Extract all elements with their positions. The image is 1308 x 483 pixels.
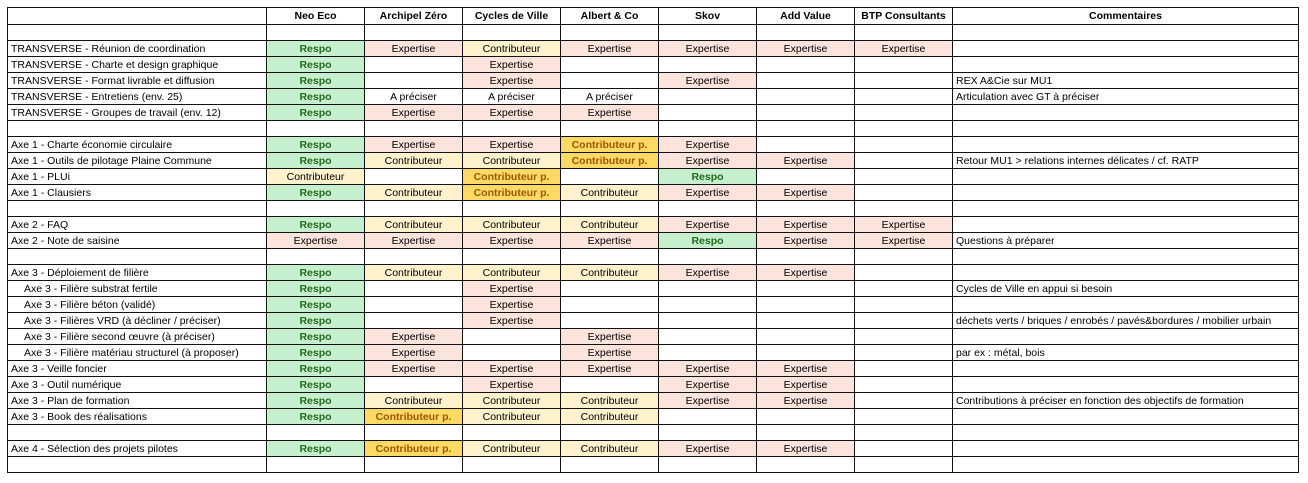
role-cell[interactable]: Expertise	[757, 185, 855, 201]
role-cell[interactable]: Contributeur	[561, 409, 659, 425]
comment-cell[interactable]: Questions à préparer	[953, 233, 1299, 249]
role-cell[interactable]	[463, 345, 561, 361]
task-label-cell[interactable]: Axe 3 - Veille foncier	[8, 361, 267, 377]
role-cell[interactable]: Respo	[267, 57, 365, 73]
role-cell[interactable]: A préciser	[561, 89, 659, 105]
header-commentaires[interactable]: Commentaires	[953, 8, 1299, 25]
role-cell[interactable]: Expertise	[659, 153, 757, 169]
role-cell[interactable]	[855, 73, 953, 89]
empty-cell[interactable]	[8, 249, 267, 265]
table-row	[8, 153, 1299, 169]
task-label-cell[interactable]: Axe 2 - Note de saisine	[8, 233, 267, 249]
role-cell[interactable]	[855, 281, 953, 297]
role-cell[interactable]: Contributeur	[561, 441, 659, 457]
role-cell[interactable]	[855, 153, 953, 169]
role-cell[interactable]: Contributeur	[463, 265, 561, 281]
role-cell[interactable]	[757, 169, 855, 185]
role-cell[interactable]: Contributeur p.	[463, 169, 561, 185]
role-cell[interactable]	[659, 329, 757, 345]
role-cell[interactable]: Expertise	[463, 313, 561, 329]
role-cell[interactable]	[365, 281, 463, 297]
role-cell[interactable]: Expertise	[659, 217, 757, 233]
role-cell[interactable]: Contributeur	[365, 217, 463, 233]
role-cell[interactable]: Expertise	[463, 105, 561, 121]
task-label-cell[interactable]: Axe 1 - PLUi	[8, 169, 267, 185]
role-cell[interactable]: Contributeur	[463, 441, 561, 457]
role-cell[interactable]: Contributeur	[463, 217, 561, 233]
role-cell[interactable]	[365, 169, 463, 185]
role-cell[interactable]	[659, 57, 757, 73]
task-label-cell[interactable]: Axe 3 - Filière second œuvre (à préciser)	[8, 329, 267, 345]
table-row	[8, 41, 1299, 57]
role-cell[interactable]	[659, 409, 757, 425]
empty-cell[interactable]	[463, 425, 561, 441]
role-cell[interactable]	[757, 137, 855, 153]
task-label-cell[interactable]: Axe 2 - FAQ	[8, 217, 267, 233]
spacer-row	[8, 201, 1299, 217]
role-cell[interactable]: Expertise	[757, 233, 855, 249]
role-cell[interactable]: Expertise	[659, 137, 757, 153]
table-row	[8, 105, 1299, 121]
role-cell[interactable]	[855, 361, 953, 377]
role-cell[interactable]: Contributeur	[365, 153, 463, 169]
role-cell[interactable]	[855, 169, 953, 185]
comment-cell[interactable]	[953, 361, 1299, 377]
table-row	[8, 217, 1299, 233]
role-cell[interactable]: A préciser	[463, 89, 561, 105]
role-cell[interactable]: Expertise	[463, 233, 561, 249]
table-row	[8, 281, 1299, 297]
empty-cell[interactable]	[561, 249, 659, 265]
table-row	[8, 297, 1299, 313]
role-cell[interactable]: Contributeur	[365, 185, 463, 201]
role-cell[interactable]: Contributeur	[561, 185, 659, 201]
table-row	[8, 169, 1299, 185]
empty-cell[interactable]	[757, 25, 855, 41]
spacer-row	[8, 25, 1299, 41]
role-cell[interactable]	[757, 297, 855, 313]
role-cell[interactable]	[659, 313, 757, 329]
role-cell[interactable]: Expertise	[855, 41, 953, 57]
role-cell[interactable]: Expertise	[659, 185, 757, 201]
role-cell[interactable]: Respo	[267, 265, 365, 281]
role-cell[interactable]: Respo	[267, 345, 365, 361]
header-archipel-zero[interactable]: Archipel Zéro	[365, 8, 463, 25]
role-cell[interactable]: Expertise	[855, 233, 953, 249]
role-cell[interactable]	[365, 57, 463, 73]
role-cell[interactable]: Expertise	[463, 281, 561, 297]
empty-cell[interactable]	[757, 425, 855, 441]
role-cell[interactable]	[561, 169, 659, 185]
role-cell[interactable]: Respo	[267, 441, 365, 457]
role-cell[interactable]: Expertise	[561, 329, 659, 345]
task-label-cell[interactable]: TRANSVERSE - Réunion de coordination	[8, 41, 267, 57]
role-cell[interactable]: Respo	[267, 217, 365, 233]
spacer-row	[8, 121, 1299, 137]
task-label-cell[interactable]: TRANSVERSE - Entretiens (env. 25)	[8, 89, 267, 105]
role-cell[interactable]	[855, 313, 953, 329]
role-cell[interactable]	[757, 57, 855, 73]
role-cell[interactable]	[561, 57, 659, 73]
comment-cell[interactable]	[953, 409, 1299, 425]
role-cell[interactable]	[659, 281, 757, 297]
role-cell[interactable]: Expertise	[267, 233, 365, 249]
role-cell[interactable]	[463, 329, 561, 345]
role-cell[interactable]: Expertise	[757, 265, 855, 281]
role-cell[interactable]: Expertise	[561, 41, 659, 57]
table-row	[8, 57, 1299, 73]
role-cell[interactable]	[757, 329, 855, 345]
role-cell[interactable]	[561, 297, 659, 313]
task-label-cell[interactable]: Axe 3 - Plan de formation	[8, 393, 267, 409]
task-label-cell[interactable]: Axe 1 - Outils de pilotage Plaine Commune	[8, 153, 267, 169]
task-label-cell[interactable]: Axe 1 - Charte économie circulaire	[8, 137, 267, 153]
role-cell[interactable]: Contributeur p.	[561, 153, 659, 169]
empty-cell[interactable]	[561, 121, 659, 137]
role-cell[interactable]	[659, 297, 757, 313]
role-cell[interactable]: Expertise	[757, 41, 855, 57]
role-cell[interactable]	[757, 313, 855, 329]
role-cell[interactable]: Contributeur p.	[365, 409, 463, 425]
header-cycles-de-ville[interactable]: Cycles de Ville	[463, 8, 561, 25]
role-cell[interactable]: Respo	[267, 137, 365, 153]
role-cell[interactable]	[561, 73, 659, 89]
empty-cell[interactable]	[953, 121, 1299, 137]
role-cell[interactable]	[561, 281, 659, 297]
task-label-cell[interactable]: TRANSVERSE - Format livrable et diffusion	[8, 73, 267, 89]
role-cell[interactable]	[855, 393, 953, 409]
role-cell[interactable]: Expertise	[757, 361, 855, 377]
role-cell[interactable]: Contributeur	[463, 153, 561, 169]
comment-cell[interactable]: déchets verts / briques / enrobés / pavés&bordures / mobilier urbain	[953, 313, 1299, 329]
role-cell[interactable]: Contributeur p.	[463, 185, 561, 201]
table-row	[8, 265, 1299, 281]
empty-cell[interactable]	[757, 121, 855, 137]
role-cell[interactable]: Respo	[267, 89, 365, 105]
task-label-cell[interactable]: Axe 4 - Sélection des projets pilotes	[8, 441, 267, 457]
table-row	[8, 89, 1299, 105]
comment-cell[interactable]	[953, 41, 1299, 57]
task-label-cell[interactable]: Axe 3 - Filière matériau structurel (à proposer)	[8, 345, 267, 361]
empty-cell[interactable]	[267, 457, 365, 473]
empty-cell[interactable]	[8, 25, 267, 41]
role-cell[interactable]: Contributeur	[463, 409, 561, 425]
header-btp-consultants[interactable]: BTP Consultants	[855, 8, 953, 25]
empty-cell[interactable]	[659, 121, 757, 137]
role-cell[interactable]: Expertise	[463, 73, 561, 89]
role-cell[interactable]: Respo	[267, 313, 365, 329]
comment-cell[interactable]	[953, 185, 1299, 201]
task-label-cell[interactable]: Axe 1 - Clausiers	[8, 185, 267, 201]
empty-cell[interactable]	[953, 25, 1299, 41]
table-row	[8, 313, 1299, 329]
header-albert-co[interactable]: Albert & Co	[561, 8, 659, 25]
empty-cell[interactable]	[365, 121, 463, 137]
role-cell[interactable]: Respo	[267, 41, 365, 57]
role-cell[interactable]: Expertise	[365, 233, 463, 249]
comment-cell[interactable]	[953, 265, 1299, 281]
empty-cell[interactable]	[855, 425, 953, 441]
responsibility-matrix	[7, 7, 1299, 473]
task-label-cell[interactable]: Axe 3 - Filière substrat fertile	[8, 281, 267, 297]
role-cell[interactable]	[855, 57, 953, 73]
comment-cell[interactable]	[953, 329, 1299, 345]
comment-cell[interactable]: REX A&Cie sur MU1	[953, 73, 1299, 89]
role-cell[interactable]: Expertise	[365, 329, 463, 345]
empty-cell[interactable]	[365, 457, 463, 473]
comment-cell[interactable]: Contributions à préciser en fonction des objectifs de formation	[953, 393, 1299, 409]
header-neo-eco[interactable]: Neo Eco	[267, 8, 365, 25]
role-cell[interactable]: Expertise	[463, 137, 561, 153]
comment-cell[interactable]	[953, 217, 1299, 233]
header-skov[interactable]: Skov	[659, 8, 757, 25]
role-cell[interactable]: Contributeur	[561, 393, 659, 409]
empty-cell[interactable]	[855, 457, 953, 473]
role-cell[interactable]	[365, 297, 463, 313]
role-cell[interactable]: Expertise	[561, 345, 659, 361]
empty-cell[interactable]	[267, 425, 365, 441]
empty-cell[interactable]	[757, 249, 855, 265]
empty-cell[interactable]	[267, 121, 365, 137]
role-cell[interactable]: Contributeur	[463, 393, 561, 409]
empty-cell[interactable]	[659, 425, 757, 441]
role-cell[interactable]: Expertise	[365, 361, 463, 377]
empty-cell[interactable]	[267, 25, 365, 41]
spacer-row	[8, 457, 1299, 473]
role-cell[interactable]: Contributeur	[267, 169, 365, 185]
empty-cell[interactable]	[561, 425, 659, 441]
empty-cell[interactable]	[463, 457, 561, 473]
role-cell[interactable]	[855, 105, 953, 121]
header-add-value[interactable]: Add Value	[757, 8, 855, 25]
empty-cell[interactable]	[855, 25, 953, 41]
spacer-row	[8, 249, 1299, 265]
role-cell[interactable]	[757, 345, 855, 361]
table-row	[8, 73, 1299, 89]
task-label-cell[interactable]: Axe 3 - Book des réalisations	[8, 409, 267, 425]
table-row	[8, 137, 1299, 153]
empty-cell[interactable]	[8, 457, 267, 473]
role-cell[interactable]: Respo	[267, 393, 365, 409]
role-cell[interactable]	[561, 377, 659, 393]
empty-cell[interactable]	[953, 457, 1299, 473]
role-cell[interactable]	[757, 281, 855, 297]
task-label-cell[interactable]: Axe 3 - Outil numérique	[8, 377, 267, 393]
role-cell[interactable]: Expertise	[855, 217, 953, 233]
role-cell[interactable]: Expertise	[757, 377, 855, 393]
role-cell[interactable]: Contributeur	[365, 393, 463, 409]
role-cell[interactable]: Respo	[267, 329, 365, 345]
role-cell[interactable]	[855, 89, 953, 105]
role-cell[interactable]: Respo	[267, 185, 365, 201]
role-cell[interactable]	[757, 89, 855, 105]
role-cell[interactable]	[855, 137, 953, 153]
role-cell[interactable]: Expertise	[365, 105, 463, 121]
empty-cell[interactable]	[463, 201, 561, 217]
empty-cell[interactable]	[8, 121, 267, 137]
empty-cell[interactable]	[757, 201, 855, 217]
role-cell[interactable]: Contributeur	[365, 265, 463, 281]
table-row	[8, 441, 1299, 457]
role-cell[interactable]	[757, 73, 855, 89]
role-cell[interactable]: Expertise	[463, 297, 561, 313]
role-cell[interactable]	[855, 297, 953, 313]
comment-cell[interactable]	[953, 297, 1299, 313]
role-cell[interactable]: Expertise	[659, 393, 757, 409]
role-cell[interactable]: Contributeur p.	[365, 441, 463, 457]
role-cell[interactable]: Contributeur	[463, 41, 561, 57]
empty-cell[interactable]	[365, 425, 463, 441]
role-cell[interactable]: Respo	[267, 361, 365, 377]
role-cell[interactable]: Respo	[267, 377, 365, 393]
header-row	[8, 8, 1299, 25]
task-label-cell[interactable]: TRANSVERSE - Charte et design graphique	[8, 57, 267, 73]
task-label-cell[interactable]: TRANSVERSE - Groupes de travail (env. 12)	[8, 105, 267, 121]
role-cell[interactable]	[659, 105, 757, 121]
role-cell[interactable]	[855, 377, 953, 393]
role-cell[interactable]: Expertise	[463, 57, 561, 73]
empty-cell[interactable]	[757, 457, 855, 473]
empty-cell[interactable]	[561, 25, 659, 41]
empty-cell[interactable]	[365, 249, 463, 265]
empty-cell[interactable]	[953, 425, 1299, 441]
role-cell[interactable]: Expertise	[659, 361, 757, 377]
role-cell[interactable]: Expertise	[365, 41, 463, 57]
table-row	[8, 409, 1299, 425]
empty-cell[interactable]	[463, 25, 561, 41]
role-cell[interactable]	[855, 409, 953, 425]
role-cell[interactable]	[855, 185, 953, 201]
role-cell[interactable]: A préciser	[365, 89, 463, 105]
role-cell[interactable]	[561, 313, 659, 329]
role-cell[interactable]: Expertise	[757, 153, 855, 169]
role-cell[interactable]: Expertise	[561, 233, 659, 249]
role-cell[interactable]	[855, 329, 953, 345]
header-cell[interactable]	[8, 8, 267, 25]
empty-cell[interactable]	[463, 249, 561, 265]
table-row	[8, 345, 1299, 361]
role-cell[interactable]	[855, 441, 953, 457]
table-row	[8, 233, 1299, 249]
empty-cell[interactable]	[953, 249, 1299, 265]
role-cell[interactable]: Respo	[267, 105, 365, 121]
empty-cell[interactable]	[365, 201, 463, 217]
role-cell[interactable]: Expertise	[463, 361, 561, 377]
comment-cell[interactable]	[953, 377, 1299, 393]
empty-cell[interactable]	[659, 457, 757, 473]
role-cell[interactable]: Expertise	[659, 41, 757, 57]
role-cell[interactable]: Expertise	[659, 377, 757, 393]
role-cell[interactable]: Respo	[267, 409, 365, 425]
empty-cell[interactable]	[953, 201, 1299, 217]
role-cell[interactable]	[365, 377, 463, 393]
table-row	[8, 393, 1299, 409]
empty-cell[interactable]	[267, 249, 365, 265]
role-cell[interactable]: Respo	[267, 281, 365, 297]
empty-cell[interactable]	[267, 201, 365, 217]
empty-cell[interactable]	[365, 25, 463, 41]
empty-cell[interactable]	[659, 25, 757, 41]
role-cell[interactable]: Expertise	[463, 377, 561, 393]
role-cell[interactable]: Expertise	[659, 73, 757, 89]
table-row	[8, 377, 1299, 393]
role-cell[interactable]	[365, 73, 463, 89]
role-cell[interactable]: Respo	[267, 297, 365, 313]
comment-cell[interactable]	[953, 137, 1299, 153]
empty-cell[interactable]	[659, 249, 757, 265]
role-cell[interactable]: Respo	[659, 169, 757, 185]
comment-cell[interactable]	[953, 169, 1299, 185]
role-cell[interactable]: Expertise	[365, 137, 463, 153]
task-label-cell[interactable]: Axe 3 - Filière béton (validé)	[8, 297, 267, 313]
comment-cell[interactable]: Cycles de Ville en appui si besoin	[953, 281, 1299, 297]
table-row	[8, 329, 1299, 345]
task-label-cell[interactable]: Axe 3 - Déploiement de filière	[8, 265, 267, 281]
table-row	[8, 185, 1299, 201]
comment-cell[interactable]	[953, 57, 1299, 73]
spacer-row	[8, 425, 1299, 441]
comment-cell[interactable]: Retour MU1 > relations internes délicates / cf. RATP	[953, 153, 1299, 169]
role-cell[interactable]	[855, 265, 953, 281]
empty-cell[interactable]	[659, 201, 757, 217]
task-label-cell[interactable]: Axe 3 - Filières VRD (à décliner / préciser)	[8, 313, 267, 329]
role-cell[interactable]	[659, 89, 757, 105]
role-cell[interactable]	[659, 345, 757, 361]
role-cell[interactable]: Contributeur p.	[561, 137, 659, 153]
role-cell[interactable]: Expertise	[659, 265, 757, 281]
role-cell[interactable]	[365, 313, 463, 329]
comment-cell[interactable]: Articulation avec GT à préciser	[953, 89, 1299, 105]
role-cell[interactable]	[757, 105, 855, 121]
role-cell[interactable]: Expertise	[757, 441, 855, 457]
empty-cell[interactable]	[855, 121, 953, 137]
table-body	[8, 25, 1299, 473]
role-cell[interactable]: Expertise	[757, 393, 855, 409]
comment-cell[interactable]: par ex : métal, bois	[953, 345, 1299, 361]
role-cell[interactable]: Contributeur	[561, 217, 659, 233]
role-cell[interactable]	[757, 409, 855, 425]
role-cell[interactable]: Expertise	[659, 441, 757, 457]
role-cell[interactable]: Expertise	[365, 345, 463, 361]
role-cell[interactable]: Contributeur	[561, 265, 659, 281]
role-cell[interactable]: Respo	[267, 153, 365, 169]
role-cell[interactable]: Respo	[659, 233, 757, 249]
role-cell[interactable]: Expertise	[561, 105, 659, 121]
role-cell[interactable]: Respo	[267, 73, 365, 89]
role-cell[interactable]: Expertise	[561, 361, 659, 377]
table-row	[8, 361, 1299, 377]
role-cell[interactable]	[855, 345, 953, 361]
empty-cell[interactable]	[8, 425, 267, 441]
empty-cell[interactable]	[561, 201, 659, 217]
comment-cell[interactable]	[953, 441, 1299, 457]
role-cell[interactable]: Expertise	[757, 217, 855, 233]
empty-cell[interactable]	[855, 201, 953, 217]
empty-cell[interactable]	[463, 121, 561, 137]
empty-cell[interactable]	[8, 201, 267, 217]
empty-cell[interactable]	[561, 457, 659, 473]
comment-cell[interactable]	[953, 105, 1299, 121]
empty-cell[interactable]	[855, 249, 953, 265]
